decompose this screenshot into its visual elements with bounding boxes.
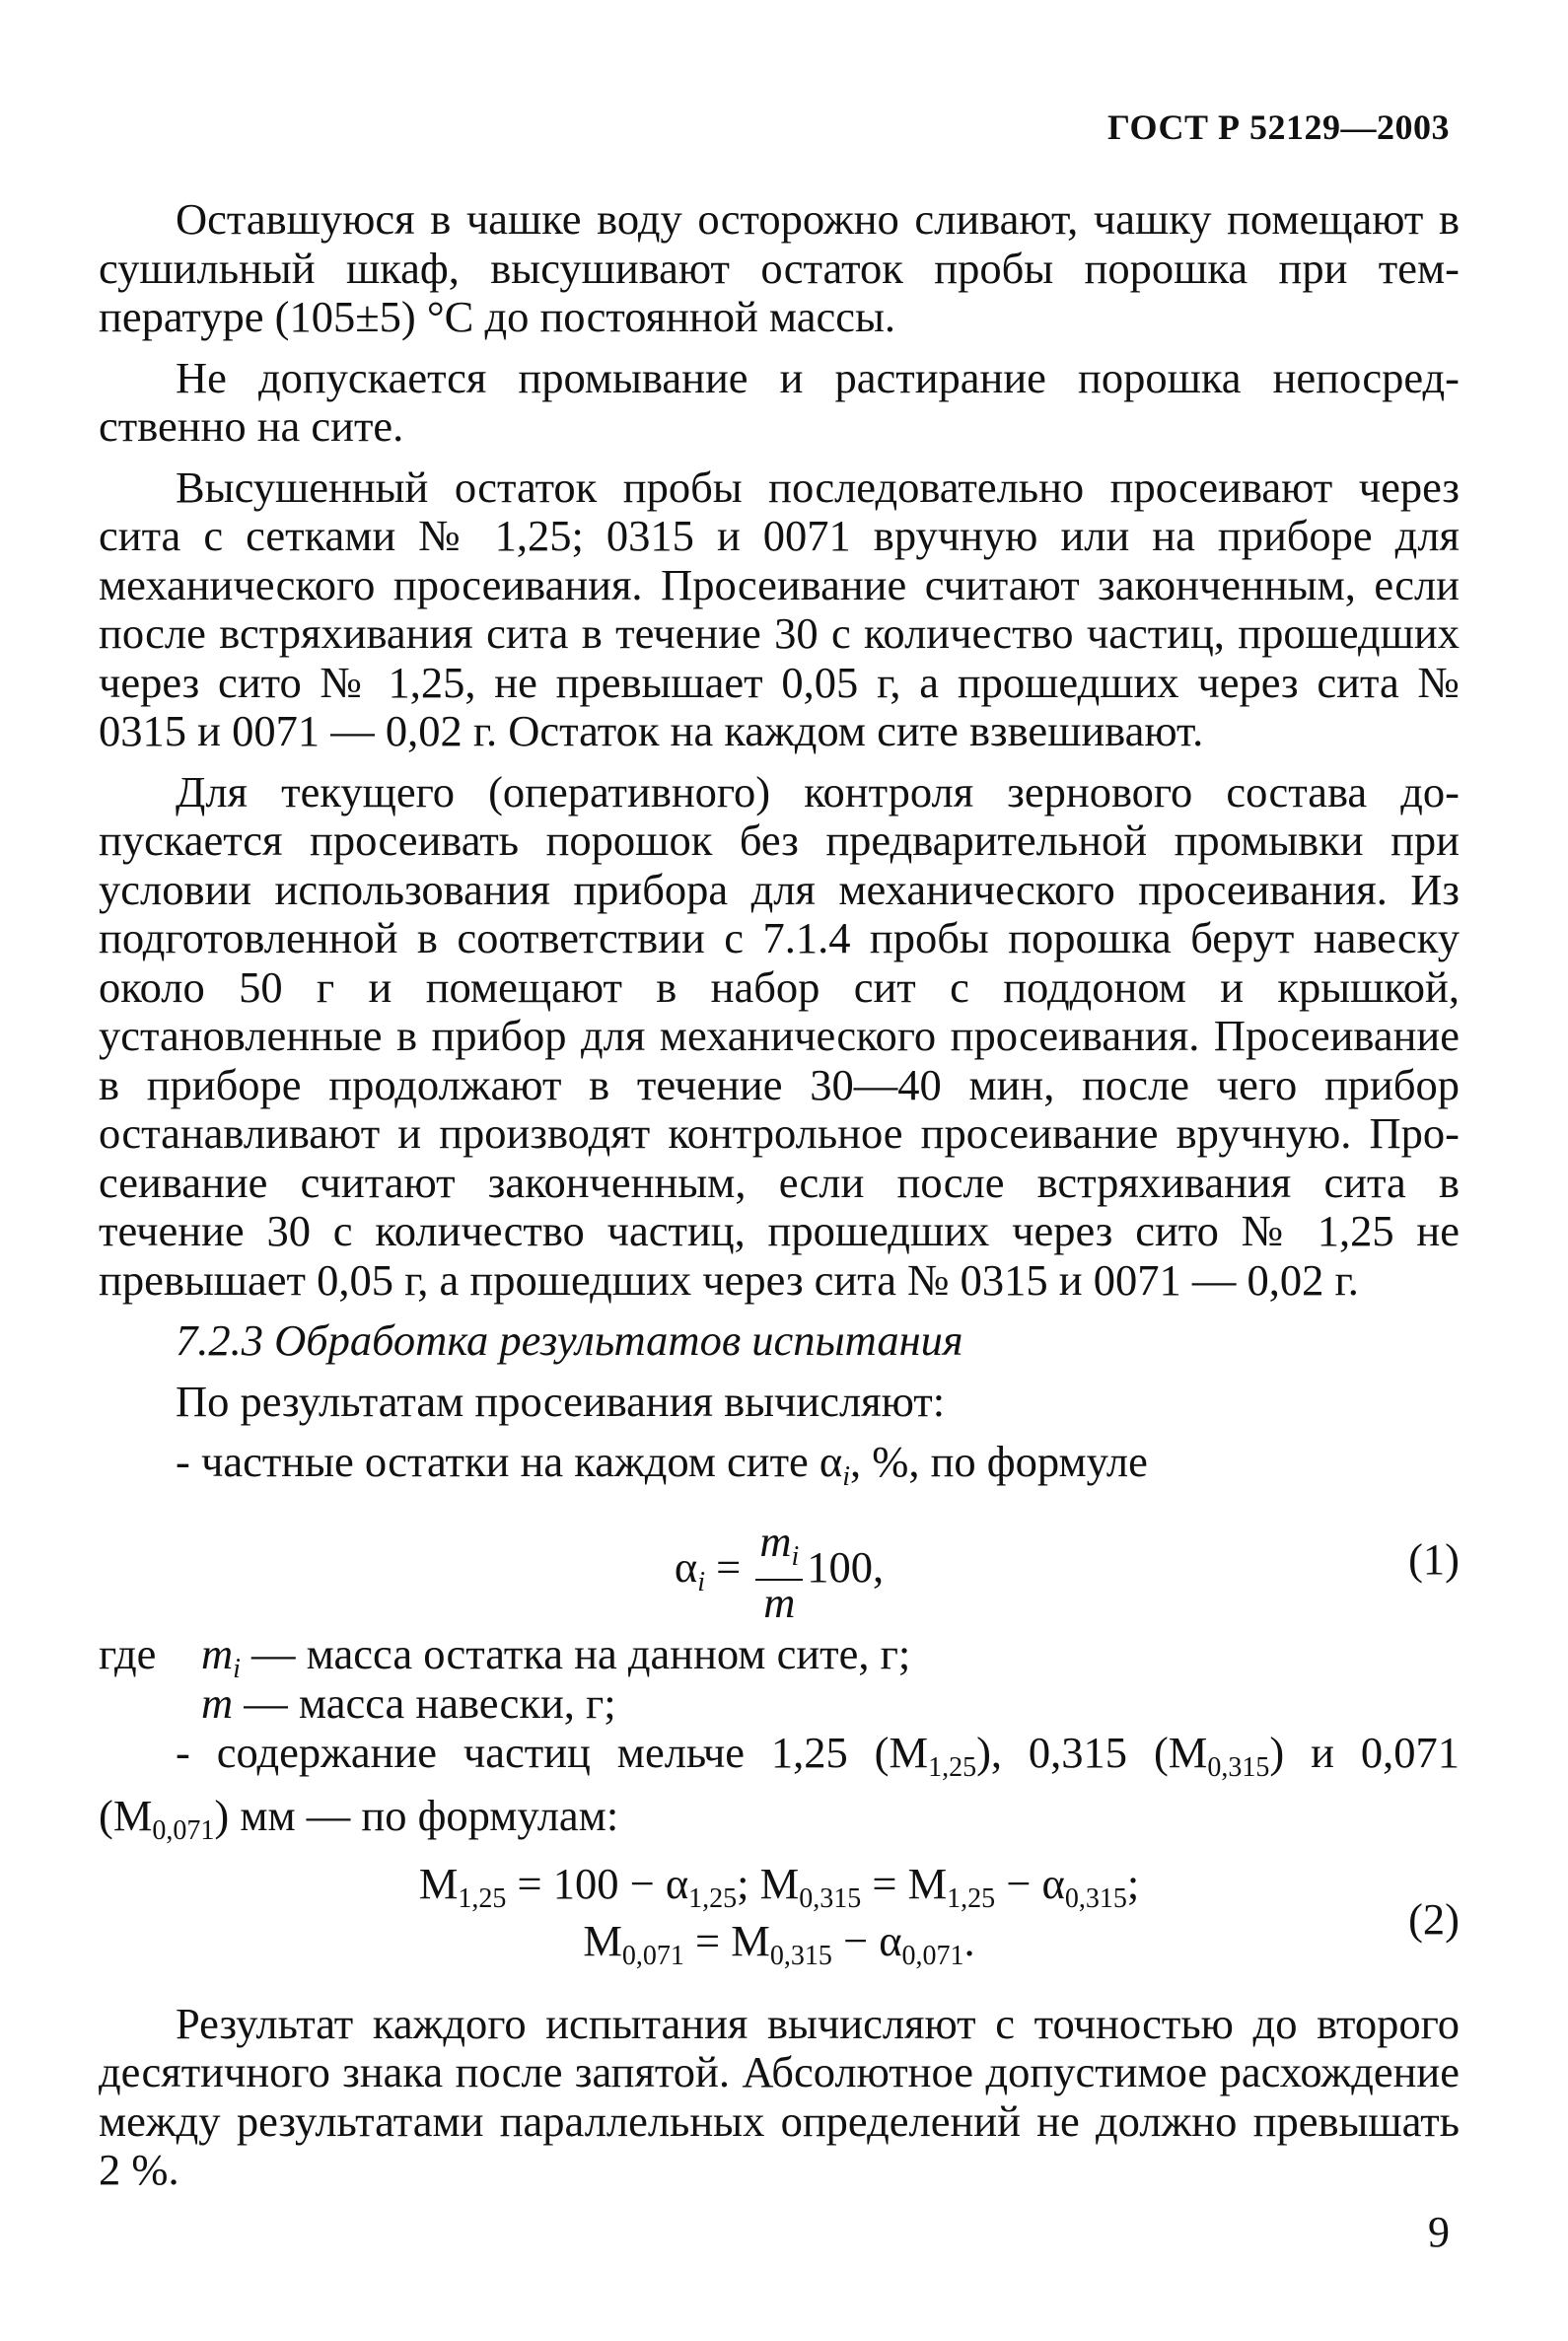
equation-number-1: (1) — [1408, 1533, 1460, 1584]
calc-intro: По результатам просеивания вычисляют: — [176, 1376, 946, 1426]
fraction: $\frac{m_i}{m}$ — [755, 1520, 803, 1624]
body-text — [99, 195, 1460, 2207]
paragraph-3: Высушенный остаток пробы последовательно просеивают через сита с сетками № 1,25; 0315 и 0071 вручную или на приборе для механического просеивания. Просеивание считают законченным, если после встряхивания сита в течение 30 с количество частиц, прошедших через сито № 1,25, не превышает 0,05 г, а прошедших через сита № 0315 и 0071 — 0,02 г. Остаток на каждом сите взвешивают. — [99, 461, 1460, 755]
paragraph-2: Не допускается промывание и растирание порошка непосредственно на сите. — [99, 352, 1460, 451]
calc-item-2: - содержание частиц мельче 1,25 $(M_{1,25})$, 0,315 $(M_{0,315})$ и 0,071 $(M_{0,071})$ мм — по формулам: — [99, 1727, 1460, 1846]
formula-2: $M_{1,25} = 100 - \alpha_{1,25}$; $M_{0,315} = M_{1,25} - \alpha_{0,315}$; $M_{0,071} = M_{0,315} - \alpha_{0,071}$. (2) — [418, 1858, 1460, 1971]
where-block: где $m_i$ — масса остатка на данном сите, г; m — масса навески, г; — [99, 1628, 911, 1728]
page-number: 9 — [1428, 2208, 1450, 2256]
formula-1: $\alpha_i$ = $\frac{m_i}{m}$ 100, (1) — [674, 1516, 1460, 1627]
paragraph-4: Для текущего (оперативного) контроля зернового состава допускается просеивать порошок без предварительной промывки при условии использования прибора для механического просеивания. Из подготовленной в соответствии с 7.1.4 пробы порошка берут навеску около 50 г и помещают в набор сит с поддоном и крышкой, установленные в прибор для механического просеивания. Просеивание в приборе продолжают в течение 30—40 мин, после чего прибор останавливают и производят контрольное просеивание вручную. Просеивание считают законченным, если после встряхивания сита в течение 30 с количество частиц, прошедших через сито № 1,25 не превышает 0,05 г, а прошедших через сита № 0315 и 0071 — 0,02 г. — [99, 766, 1460, 1305]
paragraph-1: Оставшуюся в чашке воду осторожно сливают, чашку помещают в сушильный шкаф, высушивают остаток пробы порошка при температуре (105±5) °С до постоянной массы. — [99, 194, 1460, 341]
section-heading: 7.2.3 Обработка результатов испытания — [176, 1315, 963, 1365]
document-page — [99, 0, 1460, 2341]
closing-paragraph: Результат каждого испытания вычисляют с точностью до второго десятичного знака после запятой. Абсолютное допустимое расхождение между результатами параллельных определений не должно превышать 2 %. — [99, 1998, 1460, 2194]
calc-item-1: - частные остатки на каждом сите $\alpha_i$, %, по формуле — [176, 1437, 1148, 1492]
standard-header: ГОСТ Р 52129—2003 — [1107, 107, 1450, 147]
equation-number-2: (2) — [1408, 1893, 1460, 1944]
